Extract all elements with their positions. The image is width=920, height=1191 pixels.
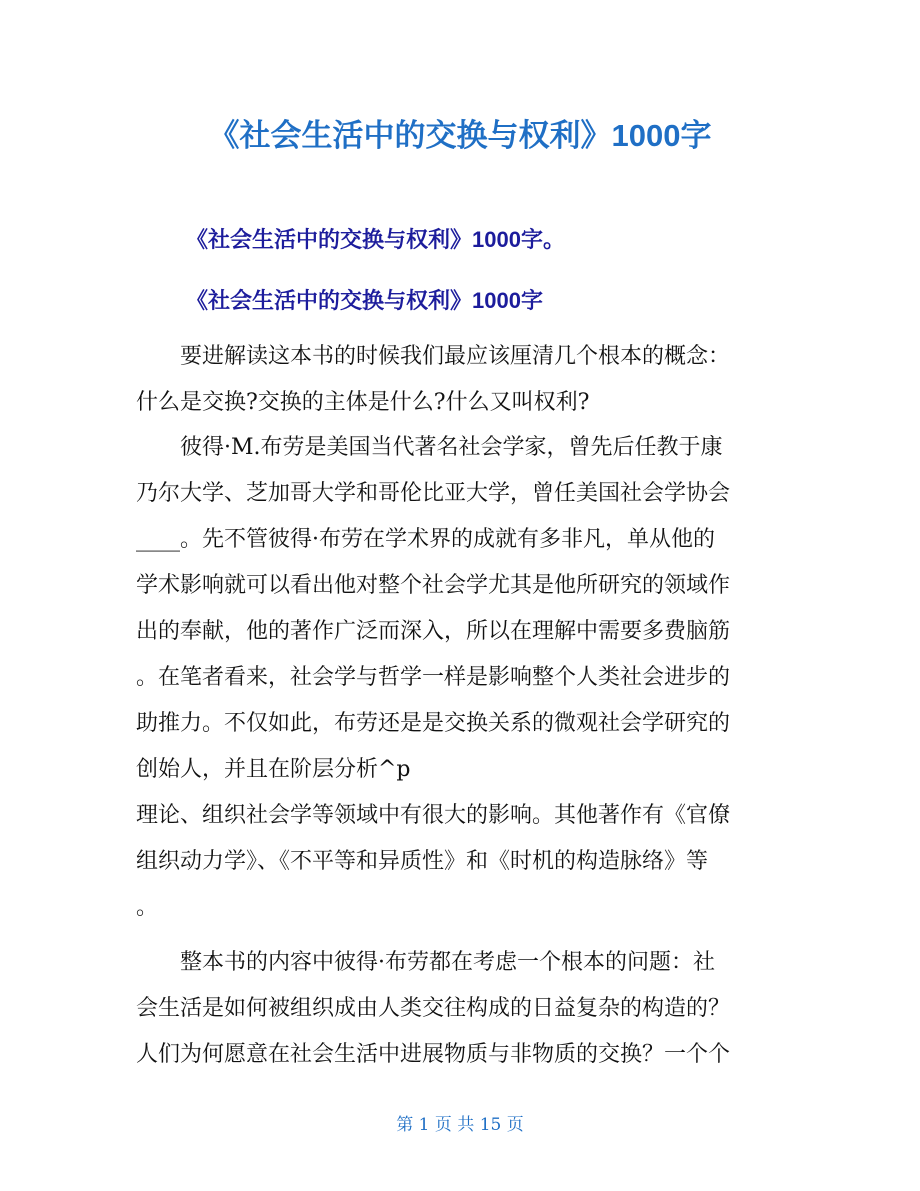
body-line: 要进解读这本书的时候我们最应该厘清几个根本的概念：	[180, 344, 731, 369]
body-line: 出的奉献，他的著作广泛而深入，所以在理解中需要多费脑筋	[136, 619, 731, 644]
subheading-1: 《社会生活中的交换与权利》1000字。	[186, 227, 565, 252]
body-line: ____。先不管彼得·布劳在学术界的成就有多非凡，单从他的	[136, 527, 715, 552]
body-line: 整本书的内容中彼得·布劳都在考虑一个根本的问题：社	[180, 950, 715, 975]
body-line: 组织动力学》、《不平等和异质性》和《时机的构造脉络》等	[136, 849, 709, 874]
page-indicator: 第 1 页 共 15 页	[396, 1115, 524, 1135]
body-line: 理论、组织社会学等领域中有很大的影响。其他著作有《官僚	[136, 803, 731, 828]
body-line: 。	[136, 895, 159, 920]
body-line: 助推力。不仅如此，布劳还是是交换关系的微观社会学研究的	[136, 711, 731, 736]
body-line: 。在笔者看来，社会学与哲学一样是影响整个人类社会进步的	[136, 665, 731, 690]
subheading-2: 《社会生活中的交换与权利》1000字	[186, 288, 543, 313]
body-line: 人们为何愿意在社会生活中进展物质与非物质的交换？一个个	[136, 1042, 731, 1067]
body-line: 乃尔大学、芝加哥大学和哥伦比亚大学，曾任美国社会学协会	[136, 481, 731, 506]
body-line: 什么是交换?交换的主体是什么?什么又叫权利?	[136, 390, 590, 415]
body-line: 会生活是如何被组织成由人类交往构成的日益复杂的构造的？	[136, 996, 731, 1021]
body-line: 彼得·M.布劳是美国当代著名社会学家，曾先后任教于康	[180, 435, 723, 460]
document-title: 《社会生活中的交换与权利》1000字	[208, 118, 712, 153]
body-line: 学术影响就可以看出他对整个社会学尤其是他所研究的领域作	[136, 573, 731, 598]
body-line: 创始人，并且在阶层分析^p	[136, 757, 411, 782]
